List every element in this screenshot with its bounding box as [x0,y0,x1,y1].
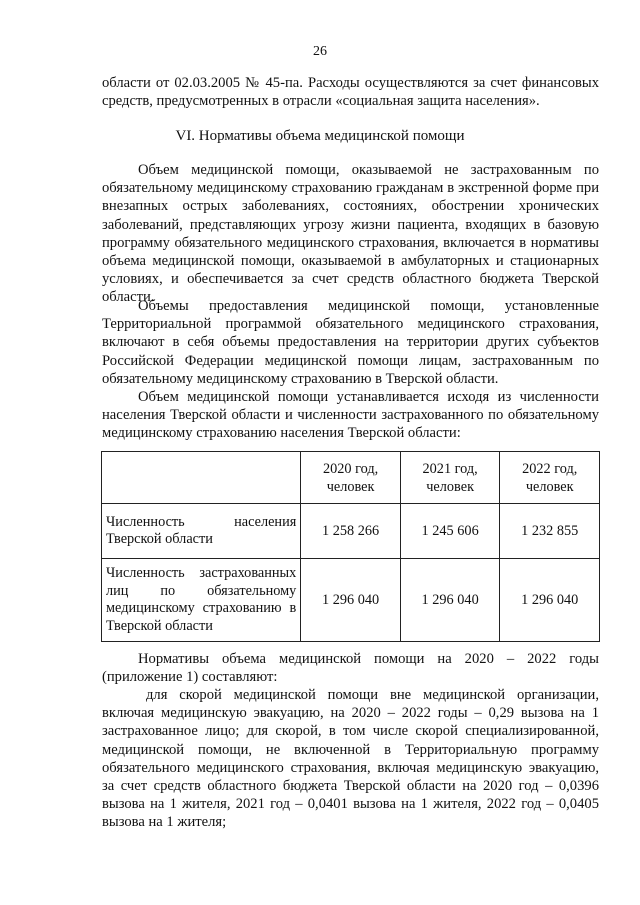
table-corner-cell [102,452,301,504]
row-label-population: Численность населения Тверской области [102,504,301,559]
table-row [102,559,600,642]
table-cell: 1 296 040 [500,559,600,642]
table-cell: 1 296 040 [301,559,401,642]
population-table [101,451,600,642]
table-cell: 1 245 606 [400,504,500,559]
paragraph-norms: Нормативы объема медицинской помощи на 2020 – 2022 годы (приложение 1) составляют: [102,651,599,686]
intro-paragraph: области от 02.03.2005 № 45-па. Расходы осуществляются за счет финансовых средств, предусмотренных в отрасли «социальная защита населения». [102,75,599,110]
table-row [102,504,600,559]
table-header-2022: 2022 год, человек [500,452,600,504]
section-title: VI. Нормативы объема медицинской помощи [175,128,465,144]
table-cell: 1 296 040 [400,559,500,642]
paragraph-1: Объем медицинской помощи, оказываемой не застрахованным по обязательному медицинскому страхованию гражданам в экстренной форме при внезапных острых заболеваниях, состояниях, обострении хронических заболеваний, представляющих угрозу жизни пациента, входящих в базовую программу обязательного медицинского страхования, включается в нормативы объема медицинской помощи, оказываемой в амбулаторных и стационарных условиях, и обеспечивается за счет средств областного бюджета Тверской области. [102,162,599,306]
paragraph-2: Объемы предоставления медицинской помощи, установленные Территориальной программой обязательного медицинского страхования, включают в себя объемы предоставления на территории других субъектов Российской Федерации медицинской помощи лицам, застрахованным по обязательному медицинскому страхованию в Тверской области. [102,298,599,387]
table-cell: 1 232 855 [500,504,600,559]
paragraph-ambulance: для скорой медицинской помощи вне медицинской организации, включая медицинскую эвакуацию, на 2020 – 2022 годы – 0,29 вызова на 1 застрахованное лицо; для скорой, в том числе скорой специализированной, медицинской помощи, не включенной в Территориальную программу обязательного медицинского страхования, включая медицинскую эвакуацию, за счет средств областного бюджета Тверской области на 2020 год – 0,0396 вызова на 1 жителя, 2021 год – 0,0401 вызова на 1 жителя, 2022 год – 0,0405 вызова на 1 жителя; [102,687,599,831]
table-header-2021: 2021 год, человек [400,452,500,504]
paragraph-3: Объем медицинской помощи устанавливается исходя из численности населения Тверской области и численности застрахованного по обязательному медицинскому страхованию населения Тверской области: [102,389,599,442]
row-label-insured: Численность застрахованных лиц по обязательному медицинскому страхованию в Тверской области [102,559,301,642]
table-cell: 1 258 266 [301,504,401,559]
table-header-2020: 2020 год, человек [301,452,401,504]
table-header-row [102,452,600,504]
page-number: 26 [313,44,327,59]
